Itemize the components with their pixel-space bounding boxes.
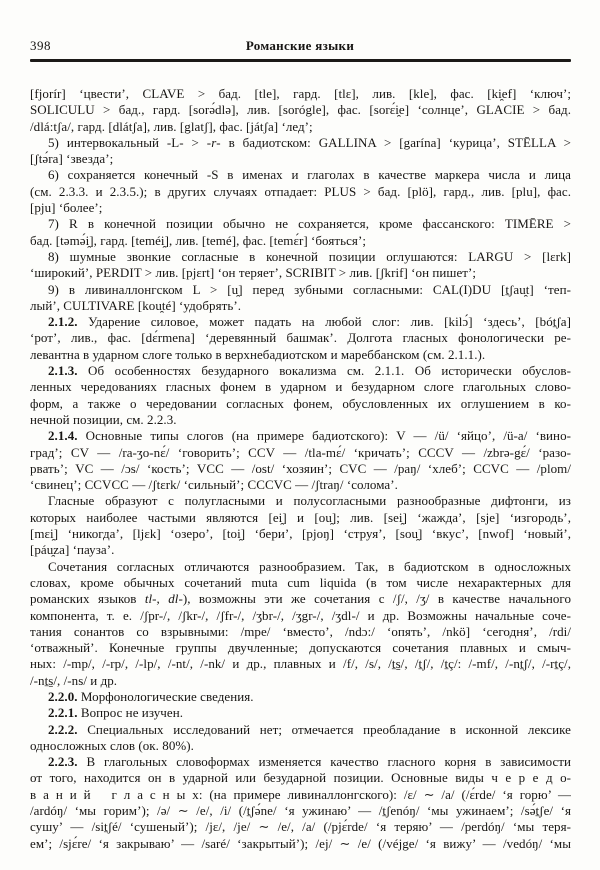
text-run: словах, кроме обычных сочетаний muta cum liquida (в том числе нехарактерных для	[30, 574, 571, 590]
text-run: нечной позиции, см. 2.2.3.	[30, 411, 177, 427]
text-line	[30, 640, 571, 656]
text-run: - в бадиотском: GALLINA > [garína] ‘курица’, STĒLLA >	[216, 134, 571, 150]
text-line	[30, 379, 571, 395]
text-run: [pju] ‘более’;	[30, 200, 103, 216]
text-run: ‘свинец’; CCVCC — /ʃtɛrk/ ‘сильный’; CCCVC — /ʃtraŋ/ ‘солома’.	[30, 477, 398, 493]
text-line	[30, 135, 571, 151]
section-number: 2.2.0.	[48, 688, 78, 704]
text-line	[30, 428, 571, 444]
text-run: /dlá:tʃa/, гард. [dlátʃa], лив. [glatʃ], фас. [játʃa] ‘лед’;	[30, 118, 313, 134]
text-run: лый’, CULTIVARE [kou̯té] ‘удобрять’.	[30, 297, 241, 313]
text-line	[30, 722, 571, 738]
text-line	[30, 656, 571, 672]
text-line	[30, 461, 571, 477]
text-line	[30, 330, 571, 346]
text-run: компонента, т. е. /ʃpr-/, /ʃkr-/, /ʃfr-/, /ʒbr-/, /ʒgr-/, /ʒdl-/ и др. Возможны начальные соче-	[30, 607, 571, 623]
text-line	[30, 836, 571, 852]
section-number: 2.1.3.	[48, 363, 78, 379]
text-line	[30, 119, 571, 135]
text-run: ем’; /sjɛ́re/ ‘я закрываю’ — /saré/ ‘закрытый’); /ej/ ∼ /e/ (/véjge/ ‘я вижу’ — /vedóŋ/ ‘мы	[30, 835, 571, 851]
text-run: бад. [təmə́i̯], гард. [teméi̯], лив. [temé], фас. [temɛ́r] ‘бояться’;	[30, 232, 366, 248]
text-line	[30, 298, 571, 314]
text-run: SOLICULU > бад., гард. [sorə́dlə], лив. [sorógle], фас. [sorɛ́i̯e] ‘солнце’, GLACIE > бад.	[30, 102, 571, 118]
text-line	[30, 673, 571, 689]
text-line	[30, 559, 571, 575]
text-run: /-nṯs̱/, /-ns/ и др.	[30, 672, 118, 688]
text-run: рвать’; VC — /ɔs/ ‘кость’; VCC — /ost/ ‘хозяин’; CVC — /paŋ/ ‘хлеб’; CCVC — /plom/	[30, 460, 571, 476]
text-line	[30, 151, 571, 167]
text-run: форм, а также о чередовании согласных фонем, обусловленных их оглушением в ко-	[30, 395, 571, 411]
text-line	[30, 608, 571, 624]
section-number: 2.2.2.	[48, 721, 78, 737]
text-run: левантна в ударном слоге только в верхнебадиотском и мареббанском (см. 2.1.1.).	[30, 346, 486, 362]
text-run: Об особенностях безударного вокализма см. 2.1.1. Об исторически обуслов-	[77, 363, 571, 379]
text-run: [fjorír] ‘цвести’, CLAVE > бад. [tle], гард. [tlɛ], лив. [kle], фас. [ki̯ef] ‘ключ’;	[30, 86, 571, 101]
text-line	[30, 265, 571, 281]
text-run: романских языков	[30, 591, 145, 607]
text-run: Специальных исследований нет; отмечается преобладание в исконной лексике	[77, 721, 571, 737]
text-line	[30, 754, 571, 770]
text-run: /ardóŋ/ ‘мы горим’); /ə/ ∼ /e/, /i/ (/ṯʃə́ne/ ‘я ужинаю’ — /ṯʃenóŋ/ ‘мы ужинаем’; /sə́ṯʃe/ ‘я	[30, 803, 571, 819]
text-run: ‘рот’, лив., фас. [dɛ́rmena] ‘деревянный башмак’. Долгота гласных фонологически ре-	[30, 330, 571, 346]
italic-run: r	[211, 134, 217, 150]
running-head: Романские языки	[245, 38, 355, 53]
text-run: ‘отважный’. Конечные группы двучленные; допускаются сочетания плавных и смыч-	[30, 640, 571, 656]
text-run: которых наиболее частыми являются [ei̯] и [ou̯]; лив. [sei̯] ‘жажда’, [sje] ‘изгородь’,	[30, 509, 571, 525]
header-rule	[30, 59, 571, 62]
text-line	[30, 477, 571, 493]
page-header	[30, 36, 570, 56]
text-line	[30, 167, 571, 183]
text-run: [páu̯za] ‘пауза’.	[30, 542, 115, 558]
section-number: 2.2.3.	[48, 754, 78, 770]
text-line	[30, 314, 571, 330]
text-run: 8) шумные звонкие согласные в конечной позиции оглушаются: LARGU > [lɛrk]	[48, 248, 571, 264]
text-run: тания сонантов со взрывными: /mpe/ ‘вместо’, /ndɔ:/ ‘опять’, /nkö] ‘сегодня’, /rdi/	[30, 623, 571, 639]
text-line	[30, 102, 571, 118]
text-run: Вопрос не изучен.	[77, 705, 183, 721]
text-line	[30, 803, 571, 819]
text-run: [mɛi̯] ‘никогда’, [ljɛk] ‘озеро’, [toi̯] ‘бери’, [pjoŋ] ‘струя’, [sou̯] ‘вкус’, [nwof] ‘новый’,	[30, 526, 571, 542]
text-line	[30, 770, 571, 786]
text-line	[30, 282, 571, 298]
text-line	[30, 705, 571, 721]
text-run: в а н и й г л а с н ы х: (на примере ливиналлонгского): /ɛ/ ∼ /a/ (/ɛ́rde/ ‘я горю’ —	[30, 786, 571, 802]
page-number: 398	[30, 38, 51, 53]
text-line	[30, 396, 571, 412]
text-run: 7) R в конечной позиции обычно не сохраняется, кроме фассанского: TIMĒRE >	[48, 216, 571, 232]
text-line	[30, 624, 571, 640]
text-line	[30, 86, 571, 102]
section-number: 2.1.4.	[48, 428, 78, 444]
text-run: односложных слов (ок. 80%).	[30, 737, 194, 753]
text-line	[30, 347, 571, 363]
text-line	[30, 445, 571, 461]
text-run: Морфонологические сведения.	[77, 688, 254, 704]
text-line	[30, 184, 571, 200]
text-run: В глагольных словоформах изменяется качество гласного корня в зависимости	[77, 754, 571, 770]
text-line	[30, 787, 571, 803]
text-run: Основные типы слогов (на примере бадиотского): V — /ü/ ‘яйцо’, /ü-a/ ‘вино-	[77, 428, 571, 444]
text-line	[30, 412, 571, 428]
text-run: Ударение силовое, может падать на любой слог: лив. [kilɔ́] ‘здесь’, [bóṯʃa]	[77, 314, 571, 330]
text-line	[30, 200, 571, 216]
italic-run: tl-, dl-	[144, 591, 183, 607]
text-line	[30, 542, 571, 558]
text-line	[30, 575, 571, 591]
section-number: 2.1.2.	[48, 314, 78, 330]
text-line	[30, 526, 571, 542]
text-run: ), возможны эти же сочетания с /ʃ/, /ʒ/ в качестве начального	[182, 591, 571, 607]
text-run: 9) в ливиналлонгском L > [u̯] перед зубными согласными: CAL(I)DU [ṯʃau̯t] ‘теп-	[48, 281, 571, 297]
text-run: Гласные образуют с полугласными и полусогласными разнообразные дифтонги, из	[48, 493, 571, 509]
text-line	[30, 216, 571, 232]
text-run: ‘широкий’, PERDIT > лив. [pjɛrt] ‘он теряет’, SCRIBIT > лив. [ʃkrif] ‘он пишет’;	[30, 265, 477, 281]
text-run: ленных чередованиях гласных фонем в ударном и безударном слоге глагольных слово-	[30, 379, 571, 395]
text-line	[30, 249, 571, 265]
page-body	[30, 86, 571, 852]
text-run: [ʃtə́ra] ‘звезда’;	[30, 151, 114, 167]
text-line	[30, 819, 571, 835]
text-run: сушу’ — /siṯʃé/ ‘сушеный’); /jɛ/, /je/ ∼ /e/, /a/ (/pjɛ́rde/ ‘я теряю’ — /perdóŋ/ ‘мы теря-	[30, 819, 571, 835]
text-run: 5) интервокальный -L- > -	[48, 134, 212, 150]
text-run: 6) сохраняется конечный -S в именах и глаголах в качестве маркера числа и лица	[48, 167, 571, 183]
text-line	[30, 493, 571, 509]
text-run: ных: /-mp/, /-rp/, /-lp/, /-nt/, /-nk/ и др., плавных и /f/, /s/, /ṯs̱/, /ṯʃ/, /ṯç/: /-mf/, /-nṯʃ/, /-rṯç/,	[30, 656, 571, 672]
text-line	[30, 363, 571, 379]
text-line	[30, 591, 571, 607]
text-run: (см. 2.3.3. и 2.3.5.); в других случаях отпадает: PLUS > бад. [plö], гард., лив. [plu], фас.	[30, 183, 571, 199]
text-line	[30, 233, 571, 249]
text-line	[30, 510, 571, 526]
text-run: град’; CV — /ra-ʒo-nɛ́/ ‘говорить’; CCV — /tla-mɛ́/ ‘кричать’; CCCV — /zbrə-gɛ́/ ‘разо-	[30, 444, 571, 460]
text-run: от того, находится он в ударной или безударной позиции. Основные виды ч е р е д о-	[30, 770, 571, 786]
text-run: Сочетания согласных отличаются разнообразием. Так, в бадиотском в односложных	[48, 558, 571, 574]
section-number: 2.2.1.	[48, 705, 78, 721]
text-line	[30, 689, 571, 705]
text-line	[30, 738, 571, 754]
